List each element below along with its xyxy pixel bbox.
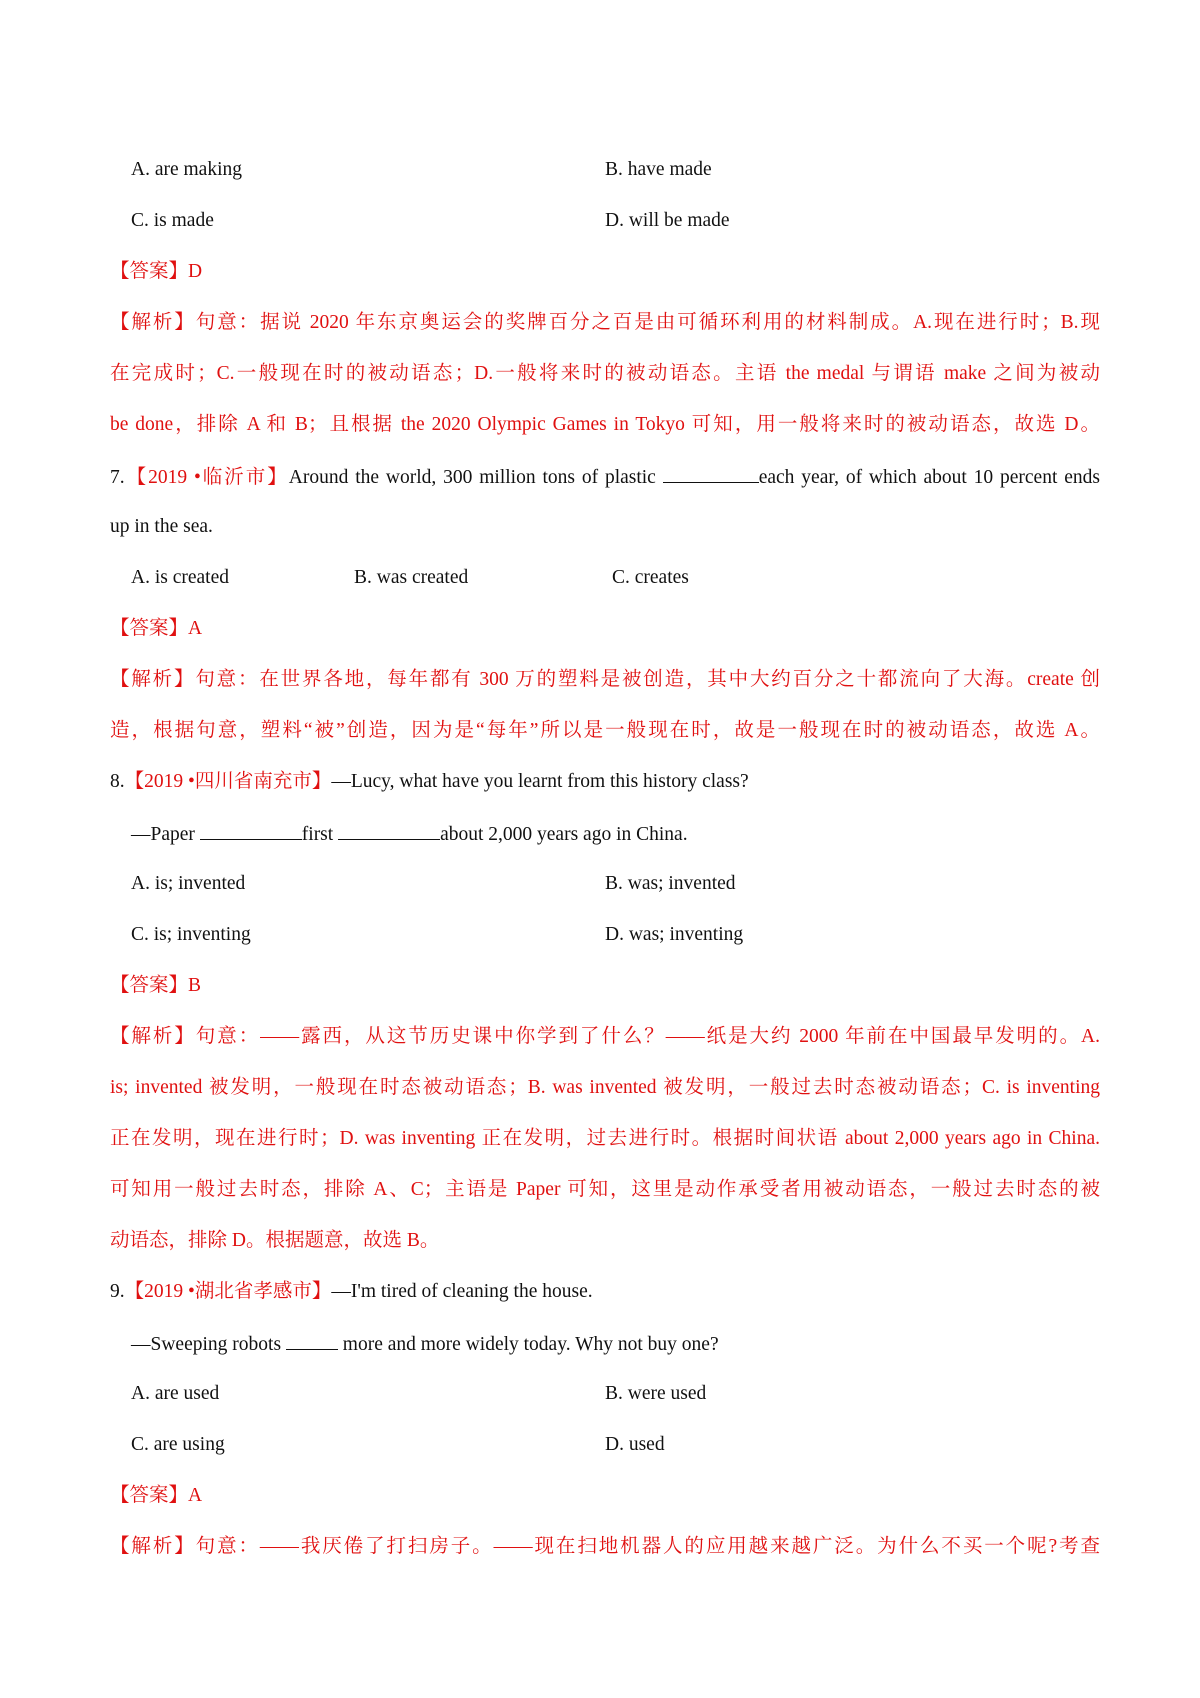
q8-analysis-line-5: 动语态，排除 D。根据题意，故选 B。: [110, 1230, 440, 1251]
q7-stem-line-2: up in the sea.: [110, 516, 213, 537]
q9-option-c[interactable]: C. are using: [131, 1434, 225, 1455]
q7-stem-part-2: each year, of which about 10 percent ends: [758, 467, 1100, 488]
q9-reply-part-2: more and more widely today. Why not buy one?: [337, 1334, 719, 1355]
q8-option-d[interactable]: D. was; inventing: [605, 924, 744, 945]
q7-option-a[interactable]: A. is created: [131, 567, 229, 588]
q8-analysis-line-2: is; invented 被发明，一般现在时态被动语态；B. was invented 被发明，一般过去时态被动语态；C. is inventing: [110, 1077, 1100, 1098]
q7-source: 【2019 •临沂市】: [124, 467, 289, 488]
q9-reply-part-1: —Sweeping robots: [131, 1334, 286, 1355]
q8-source: 【2019 •四川省南充市】: [124, 771, 332, 792]
q7-option-b[interactable]: B. was created: [354, 567, 469, 588]
q6-options-row-2: [131, 209, 1121, 233]
q7-analysis-line-1: 【解析】句意：在世界各地，每年都有 300 万的塑料是被创造，其中大约百分之十都流向了大海。create 创: [110, 669, 1100, 690]
q6-analysis-line-3: be done，排除 A 和 B；且根据 the 2020 Olympic Games in Tokyo 可知，用一般将来时的被动语态，故选 D。: [110, 414, 1100, 435]
q6-analysis-line-2: 在完成时；C.一般现在时的被动语态；D.一般将来时的被动语态。主语 the medal 与谓语 make 之间为被动: [110, 363, 1100, 384]
q7-stem: [110, 464, 1100, 490]
q6-option-d[interactable]: D. will be made: [605, 210, 730, 231]
q8-stem: [110, 770, 1100, 794]
q9-blank[interactable]: [286, 1331, 338, 1350]
q6-answer: 【答案】D: [110, 261, 203, 282]
q8-blank-2[interactable]: [338, 821, 440, 840]
q8-analysis-line-1: 【解析】句意：——露西，从这节历史课中你学到了什么？——纸是大约 2000 年前在中国最早发明的。A.: [110, 1026, 1100, 1047]
q8-number: 8.: [110, 771, 125, 792]
q8-option-a[interactable]: A. is; invented: [131, 873, 246, 894]
q9-option-d[interactable]: D. used: [605, 1434, 665, 1455]
q7-analysis-line-2: 造，根据句意，塑料“被”创造，因为是“每年”所以是一般现在时，故是一般现在时的被动语态，故选 A。: [110, 720, 1100, 741]
q9-options-row-2: [131, 1433, 1121, 1457]
q9-number: 9.: [110, 1281, 125, 1302]
q9-option-b[interactable]: B. were used: [605, 1383, 707, 1404]
q8-reply-part-2: first: [301, 824, 339, 845]
q7-options-row: [131, 566, 1121, 590]
q6-options-row-1: [131, 158, 1121, 182]
q8-options-row-2: [131, 923, 1121, 947]
q6-option-b[interactable]: B. have made: [605, 159, 712, 180]
q8-answer: 【答案】B: [110, 975, 202, 996]
q8-reply-part-1: —Paper: [131, 824, 200, 845]
q8-blank-1[interactable]: [200, 821, 302, 840]
q9-analysis-line-1: 【解析】句意：——我厌倦了打扫房子。——现在扫地机器人的应用越来越广泛。为什么不买一个呢?考查: [110, 1536, 1100, 1557]
q9-options-row-1: [131, 1382, 1121, 1406]
q9-answer: 【答案】A: [110, 1485, 203, 1506]
q9-stem: [110, 1280, 1100, 1304]
q8-analysis-line-3: 正在发明，现在进行时；D. was inventing 正在发明，过去进行时。根据时间状语 about 2,000 years ago in China.: [110, 1128, 1100, 1149]
q8-question: —Lucy, what have you learnt from this history class?: [331, 771, 749, 792]
q7-stem-part-1: Around the world, 300 million tons of plastic: [288, 467, 663, 488]
q8-reply-part-3: about 2,000 years ago in China.: [440, 824, 688, 845]
q6-analysis-line-1: 【解析】句意：据说 2020 年东京奥运会的奖牌百分之百是由可循环利用的材料制成。A.现在进行时；B.现: [110, 312, 1100, 333]
q8-analysis-line-4: 可知用一般过去时态，排除 A、C；主语是 Paper 可知，这里是动作承受者用被动语态，一般过去时态的被: [110, 1179, 1100, 1200]
q7-answer: 【答案】A: [110, 618, 203, 639]
q7-blank[interactable]: [663, 464, 759, 483]
q8-option-b[interactable]: B. was; invented: [605, 873, 736, 894]
q9-question: —I'm tired of cleaning the house.: [331, 1281, 593, 1302]
q9-option-a[interactable]: A. are used: [131, 1383, 220, 1404]
q8-option-c[interactable]: C. is; inventing: [131, 924, 251, 945]
q9-source: 【2019 •湖北省孝感市】: [124, 1281, 332, 1302]
q6-option-a[interactable]: A. are making: [131, 159, 243, 180]
q7-number: 7.: [110, 467, 125, 488]
q6-option-c[interactable]: C. is made: [131, 210, 214, 231]
q7-option-c[interactable]: C. creates: [612, 567, 689, 588]
q8-options-row-1: [131, 872, 1121, 896]
q8-reply: [131, 821, 1121, 847]
q9-reply: [131, 1331, 1121, 1357]
